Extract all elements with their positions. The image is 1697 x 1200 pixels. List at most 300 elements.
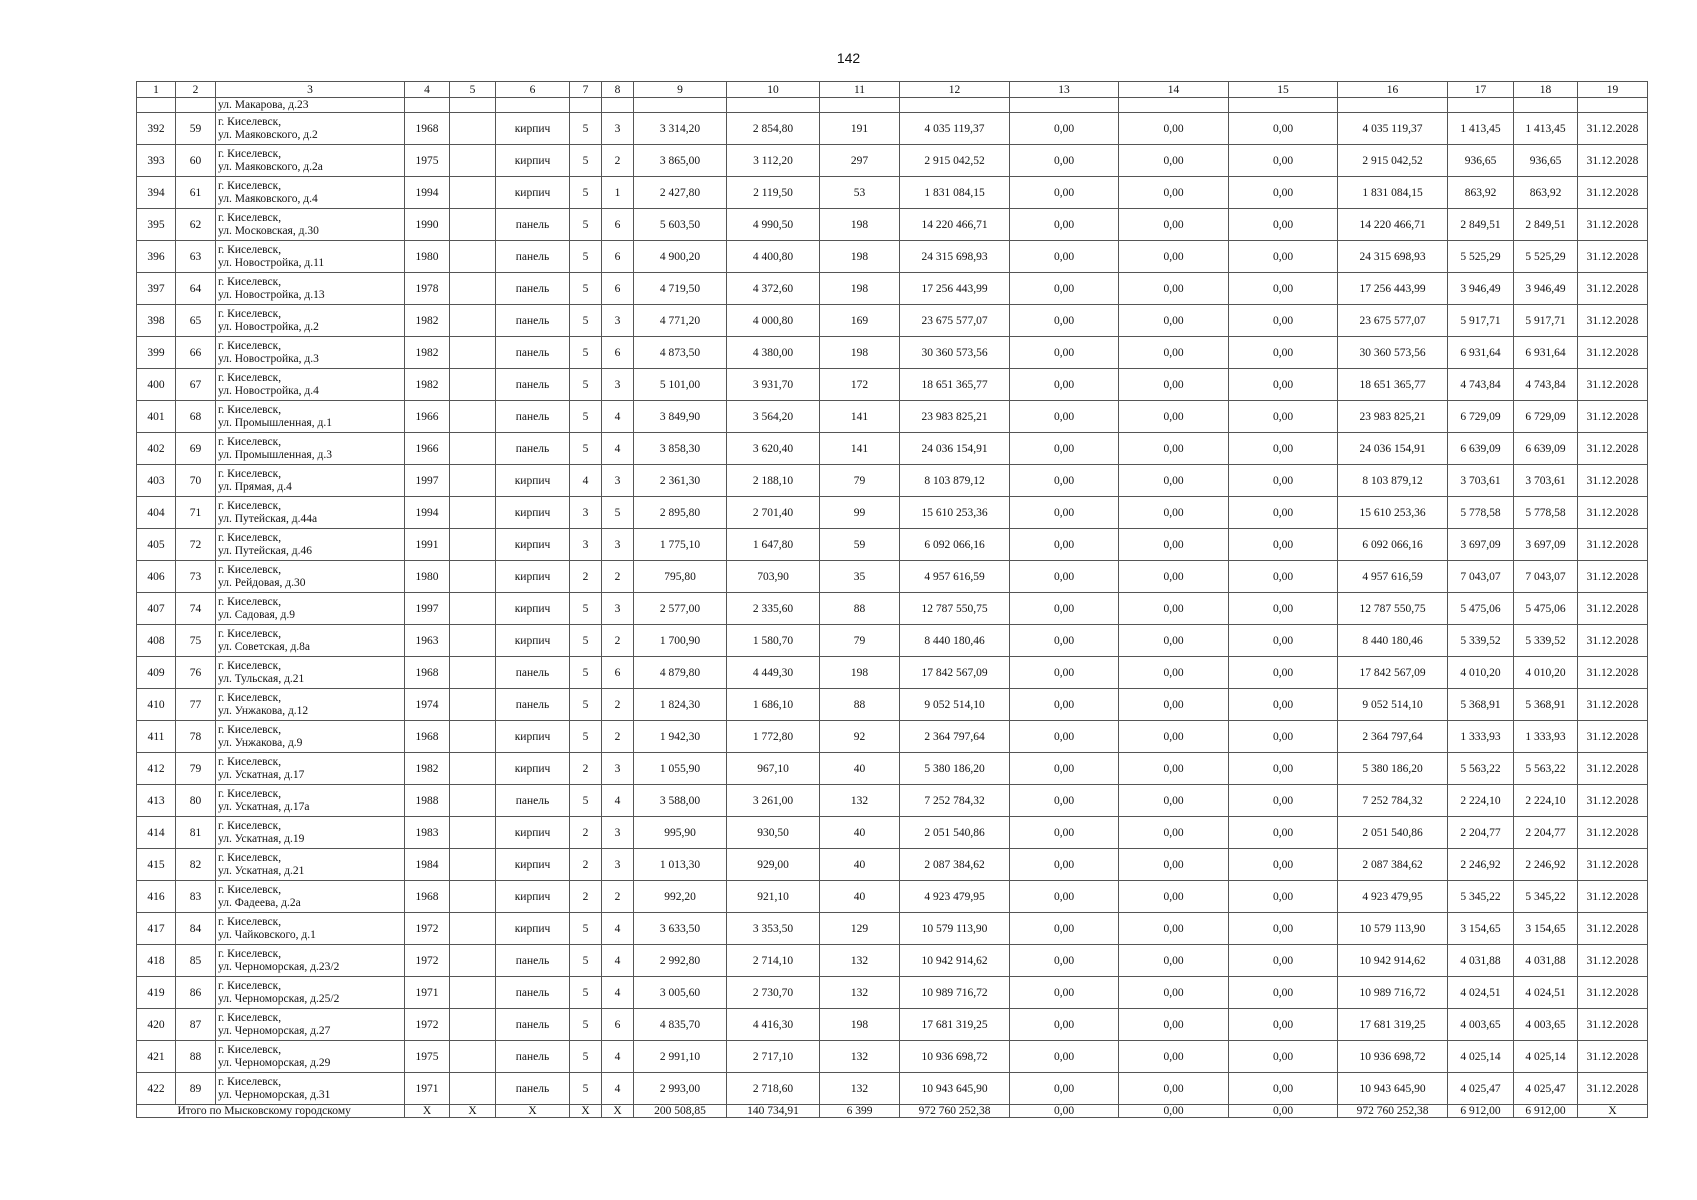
cell-col-18: 5 339,52 xyxy=(1514,625,1578,657)
cell-col-10: 3 931,70 xyxy=(727,369,820,401)
cell-col-5 xyxy=(450,593,496,625)
cell-col-4: 1988 xyxy=(405,785,450,817)
table-row xyxy=(137,337,1648,369)
cell-col-16: 14 220 466,71 xyxy=(1338,209,1448,241)
cell-col-11: 198 xyxy=(820,337,900,369)
cell-col-18: 4 025,47 xyxy=(1514,1073,1578,1105)
cell-col-11: 53 xyxy=(820,177,900,209)
cell-col-4: 1974 xyxy=(405,689,450,721)
address-city: г. Киселевск, xyxy=(218,691,282,704)
address-cell xyxy=(216,529,405,561)
row-number: 418 xyxy=(137,945,176,977)
cell-col-13: 0,00 xyxy=(1010,625,1119,657)
total-cell: X xyxy=(570,1105,602,1118)
address-city: г. Киселевск, xyxy=(218,979,282,992)
row-subnumber: 66 xyxy=(176,337,216,369)
cell-col-5 xyxy=(450,1073,496,1105)
cell-col-5 xyxy=(450,401,496,433)
cell-col-6: панель xyxy=(496,1009,570,1041)
cell-col-4: 1971 xyxy=(405,977,450,1009)
cell-col-7: 2 xyxy=(570,753,602,785)
cell-col-18: 3 703,61 xyxy=(1514,465,1578,497)
cell-col-14: 0,00 xyxy=(1119,849,1229,881)
cell-col-14: 0,00 xyxy=(1119,529,1229,561)
cell-col-12: 24 315 698,93 xyxy=(900,241,1010,273)
address-street: ул. Ускатная, д.17а xyxy=(218,800,310,813)
cell-col-7: 5 xyxy=(570,593,602,625)
cell-col-14: 0,00 xyxy=(1119,1073,1229,1105)
address-city: г. Киселевск, xyxy=(218,659,282,672)
cell-col-7: 5 xyxy=(570,433,602,465)
cell-col-6: кирпич xyxy=(496,913,570,945)
cell-col-6: панель xyxy=(496,241,570,273)
cell-col-4: 1971 xyxy=(405,1073,450,1105)
cell-col-17: 4 743,84 xyxy=(1448,369,1514,401)
cell-col-9: 795,80 xyxy=(634,561,727,593)
cell-col-8: 6 xyxy=(602,657,634,689)
cell-col-4: 1994 xyxy=(405,177,450,209)
cell-col-9: 1 013,30 xyxy=(634,849,727,881)
cell-col-17: 4 003,65 xyxy=(1448,1009,1514,1041)
cell-col-8: 6 xyxy=(602,241,634,273)
cell-col-13: 0,00 xyxy=(1010,721,1119,753)
table-row xyxy=(137,1041,1648,1073)
cell-col-18: 4 743,84 xyxy=(1514,369,1578,401)
row-subnumber: 74 xyxy=(176,593,216,625)
cell-col-19: 31.12.2028 xyxy=(1578,113,1648,145)
cell-col-16: 8 440 180,46 xyxy=(1338,625,1448,657)
address-cell xyxy=(216,561,405,593)
row-subnumber: 79 xyxy=(176,753,216,785)
cell-col-6: кирпич xyxy=(496,625,570,657)
cell-col-19: 31.12.2028 xyxy=(1578,529,1648,561)
cell-col-8: 4 xyxy=(602,401,634,433)
cell-col-17: 3 154,65 xyxy=(1448,913,1514,945)
table-row xyxy=(137,401,1648,433)
cell-col-18: 4 024,51 xyxy=(1514,977,1578,1009)
address-city: г. Киселевск, xyxy=(218,531,282,544)
cell-col-6: кирпич xyxy=(496,561,570,593)
total-cell: 140 734,91 xyxy=(727,1105,820,1118)
cell-col-17: 1 333,93 xyxy=(1448,721,1514,753)
cell-col-13: 0,00 xyxy=(1010,561,1119,593)
cell-col-12: 1 831 084,15 xyxy=(900,177,1010,209)
cell-col-8: 2 xyxy=(602,721,634,753)
cell-col-8: 5 xyxy=(602,497,634,529)
cell-col-7: 5 xyxy=(570,113,602,145)
column-header: 2 xyxy=(176,82,216,98)
cell-col-7: 5 xyxy=(570,945,602,977)
cell-col-9: 5 101,00 xyxy=(634,369,727,401)
cell-col-7: 5 xyxy=(570,977,602,1009)
cell-col-6: панель xyxy=(496,209,570,241)
address-cell xyxy=(216,1009,405,1041)
table-row xyxy=(137,785,1648,817)
cell-col-11: 88 xyxy=(820,689,900,721)
cell-col-8: 4 xyxy=(602,1073,634,1105)
cell-col-5 xyxy=(450,465,496,497)
address-city: г. Киселевск, xyxy=(218,179,282,192)
cell-col-9: 4 900,20 xyxy=(634,241,727,273)
cell-col-16: 17 842 567,09 xyxy=(1338,657,1448,689)
cell-col-9: 1 824,30 xyxy=(634,689,727,721)
cell-col-14: 0,00 xyxy=(1119,497,1229,529)
row-subnumber: 63 xyxy=(176,241,216,273)
cell-col-15: 0,00 xyxy=(1229,625,1338,657)
cell-col-8: 3 xyxy=(602,113,634,145)
cell-col-11: 198 xyxy=(820,241,900,273)
cell-col-5 xyxy=(450,753,496,785)
cell-col-10: 929,00 xyxy=(727,849,820,881)
cell-col-19: 31.12.2028 xyxy=(1578,657,1648,689)
cell-col-9: 3 858,30 xyxy=(634,433,727,465)
cell-col-6: панель xyxy=(496,977,570,1009)
cell-col-12: 17 681 319,25 xyxy=(900,1009,1010,1041)
cell-col-14: 0,00 xyxy=(1119,753,1229,785)
cell-col-11: 132 xyxy=(820,945,900,977)
cell-col-18: 1 413,45 xyxy=(1514,113,1578,145)
cell-col-5 xyxy=(450,209,496,241)
header-row xyxy=(137,82,1648,98)
cell-col-14: 0,00 xyxy=(1119,1041,1229,1073)
row-number: 407 xyxy=(137,593,176,625)
cell-col-13: 0,00 xyxy=(1010,881,1119,913)
cell-col-18: 6 931,64 xyxy=(1514,337,1578,369)
cell-col-13: 0,00 xyxy=(1010,657,1119,689)
cell-col-9: 992,20 xyxy=(634,881,727,913)
cell-col-16: 2 087 384,62 xyxy=(1338,849,1448,881)
cell-col-8: 2 xyxy=(602,561,634,593)
cell-col-17: 2 224,10 xyxy=(1448,785,1514,817)
cell-col-10: 1 580,70 xyxy=(727,625,820,657)
cell-col-12: 10 942 914,62 xyxy=(900,945,1010,977)
cell-col-18: 863,92 xyxy=(1514,177,1578,209)
cell-col-10: 4 372,60 xyxy=(727,273,820,305)
cell-col-18: 5 475,06 xyxy=(1514,593,1578,625)
address-city: г. Киселевск, xyxy=(218,371,282,384)
cell-col-19: 31.12.2028 xyxy=(1578,369,1648,401)
cell-col-18: 2 224,10 xyxy=(1514,785,1578,817)
cell-col-8: 4 xyxy=(602,1041,634,1073)
cell-col-16: 30 360 573,56 xyxy=(1338,337,1448,369)
cell-col-4: 1968 xyxy=(405,721,450,753)
row-number: 417 xyxy=(137,913,176,945)
cell-col-16: 24 036 154,91 xyxy=(1338,433,1448,465)
row-subnumber: 78 xyxy=(176,721,216,753)
cell-col-7: 5 xyxy=(570,1073,602,1105)
row-number: 394 xyxy=(137,177,176,209)
cell-col-19: 31.12.2028 xyxy=(1578,1073,1648,1105)
cell-col-12: 12 787 550,75 xyxy=(900,593,1010,625)
cell-col-8: 4 xyxy=(602,945,634,977)
cell-col-13: 0,00 xyxy=(1010,1041,1119,1073)
cell-col-16: 10 942 914,62 xyxy=(1338,945,1448,977)
cell-col-15: 0,00 xyxy=(1229,657,1338,689)
address-cell xyxy=(216,1073,405,1105)
cell-col-5 xyxy=(450,113,496,145)
cell-col-8: 6 xyxy=(602,209,634,241)
cell-col-5 xyxy=(450,977,496,1009)
cell-col-18: 4 003,65 xyxy=(1514,1009,1578,1041)
cell-col-12: 2 915 042,52 xyxy=(900,145,1010,177)
cell-col-13: 0,00 xyxy=(1010,497,1119,529)
cell-col-8: 4 xyxy=(602,433,634,465)
cell-col-17: 3 703,61 xyxy=(1448,465,1514,497)
cell-col-11: 35 xyxy=(820,561,900,593)
cell-col-5 xyxy=(450,433,496,465)
cell-col-11: 172 xyxy=(820,369,900,401)
row-subnumber: 60 xyxy=(176,145,216,177)
cell-col-10: 3 564,20 xyxy=(727,401,820,433)
cell-col-10: 921,10 xyxy=(727,881,820,913)
address-cell xyxy=(216,849,405,881)
table-row xyxy=(137,1009,1648,1041)
cell-col-19: 31.12.2028 xyxy=(1578,497,1648,529)
cell-col-6: кирпич xyxy=(496,113,570,145)
cell-col-10: 2 701,40 xyxy=(727,497,820,529)
cell-col-19: 31.12.2028 xyxy=(1578,561,1648,593)
cell-col-8: 3 xyxy=(602,849,634,881)
cell-col-9: 1 775,10 xyxy=(634,529,727,561)
cell-col-13: 0,00 xyxy=(1010,977,1119,1009)
cell-col-6: панель xyxy=(496,1041,570,1073)
cell-col-12: 14 220 466,71 xyxy=(900,209,1010,241)
address-street: ул. Чайковского, д.1 xyxy=(218,928,316,941)
cell-col-4: 1997 xyxy=(405,593,450,625)
cell-col-8: 3 xyxy=(602,369,634,401)
table-row xyxy=(137,177,1648,209)
cell-col-18: 2 849,51 xyxy=(1514,209,1578,241)
address-cell xyxy=(216,625,405,657)
cell-col-9: 2 991,10 xyxy=(634,1041,727,1073)
cell-col-6: кирпич xyxy=(496,529,570,561)
cell-col-5 xyxy=(450,561,496,593)
cell-col-14: 0,00 xyxy=(1119,305,1229,337)
cell-col-10: 2 730,70 xyxy=(727,977,820,1009)
cell-col-18: 4 025,14 xyxy=(1514,1041,1578,1073)
cell-col-19: 31.12.2028 xyxy=(1578,881,1648,913)
cell-col-13: 0,00 xyxy=(1010,913,1119,945)
total-cell: X xyxy=(1578,1105,1648,1118)
cell-col-11: 88 xyxy=(820,593,900,625)
cell-col-4: 1984 xyxy=(405,849,450,881)
cell-col-12: 2 364 797,64 xyxy=(900,721,1010,753)
cell-col-18: 3 154,65 xyxy=(1514,913,1578,945)
address-cell xyxy=(216,433,405,465)
address-street: ул. Путейская, д.46 xyxy=(218,544,312,557)
column-header: 6 xyxy=(496,82,570,98)
address-city: г. Киселевск, xyxy=(218,211,282,224)
cell-col-17: 5 563,22 xyxy=(1448,753,1514,785)
table-row xyxy=(137,657,1648,689)
cell-col-17: 936,65 xyxy=(1448,145,1514,177)
cell-col-13: 0,00 xyxy=(1010,401,1119,433)
total-cell: 6 912,00 xyxy=(1514,1105,1578,1118)
address-street: ул. Новостройка, д.13 xyxy=(218,288,325,301)
cell-col-5 xyxy=(450,241,496,273)
cell-col-10: 4 000,80 xyxy=(727,305,820,337)
cell-col-13: 0,00 xyxy=(1010,241,1119,273)
cell-col-17: 2 849,51 xyxy=(1448,209,1514,241)
cell-col-13: 0,00 xyxy=(1010,145,1119,177)
cell-col-19: 31.12.2028 xyxy=(1578,785,1648,817)
cell-col-16: 10 989 716,72 xyxy=(1338,977,1448,1009)
address-city: г. Киселевск, xyxy=(218,723,282,736)
cell-col-17: 3 697,09 xyxy=(1448,529,1514,561)
cell-col-15: 0,00 xyxy=(1229,913,1338,945)
row-subnumber: 71 xyxy=(176,497,216,529)
address-city: г. Киселевск, xyxy=(218,467,282,480)
cell-col-18: 5 563,22 xyxy=(1514,753,1578,785)
cell-col-4: 1982 xyxy=(405,753,450,785)
cell-col-9: 1 942,30 xyxy=(634,721,727,753)
cell-col-9: 4 873,50 xyxy=(634,337,727,369)
cell-col-16: 10 579 113,90 xyxy=(1338,913,1448,945)
cell-col-16: 7 252 784,32 xyxy=(1338,785,1448,817)
cell-col-14: 0,00 xyxy=(1119,881,1229,913)
cell-col-6: кирпич xyxy=(496,881,570,913)
cell-col-19: 31.12.2028 xyxy=(1578,209,1648,241)
address-city: г. Киселевск, xyxy=(218,787,282,800)
cell-col-10: 3 112,20 xyxy=(727,145,820,177)
column-header: 3 xyxy=(216,82,405,98)
row-number: 420 xyxy=(137,1009,176,1041)
table-row xyxy=(137,305,1648,337)
cell-col-14: 0,00 xyxy=(1119,913,1229,945)
total-cell: 972 760 252,38 xyxy=(900,1105,1010,1118)
cell-col-6: панель xyxy=(496,945,570,977)
cell-col-5 xyxy=(450,881,496,913)
address-street: ул. Путейская, д.44а xyxy=(218,512,318,525)
cell-col-11: 198 xyxy=(820,209,900,241)
cell-col-4: 1966 xyxy=(405,433,450,465)
address-cell xyxy=(216,785,405,817)
cell-col-4: 1982 xyxy=(405,305,450,337)
row-number: 395 xyxy=(137,209,176,241)
cell-col-14: 0,00 xyxy=(1119,561,1229,593)
cell-col-9: 2 577,00 xyxy=(634,593,727,625)
cell-col-15: 0,00 xyxy=(1229,945,1338,977)
row-number: 408 xyxy=(137,625,176,657)
total-cell: X xyxy=(496,1105,570,1118)
cell-col-13: 0,00 xyxy=(1010,945,1119,977)
cell-col-16: 10 936 698,72 xyxy=(1338,1041,1448,1073)
cell-col-19: 31.12.2028 xyxy=(1578,177,1648,209)
total-label: Итого по Мысковскому городскому xyxy=(176,1105,405,1118)
cell-col-11: 198 xyxy=(820,657,900,689)
cell-col-15: 0,00 xyxy=(1229,241,1338,273)
address-cell xyxy=(216,497,405,529)
cell-col-5 xyxy=(450,785,496,817)
cell-col-6: панель xyxy=(496,337,570,369)
cell-col-10: 4 416,30 xyxy=(727,1009,820,1041)
cell-col-17: 6 639,09 xyxy=(1448,433,1514,465)
cell-col-15: 0,00 xyxy=(1229,785,1338,817)
cell-col-11: 40 xyxy=(820,881,900,913)
cell-col-11: 132 xyxy=(820,977,900,1009)
cell-col-11: 40 xyxy=(820,817,900,849)
cell-col-14: 0,00 xyxy=(1119,145,1229,177)
cell-col-5 xyxy=(450,913,496,945)
cell-col-5 xyxy=(450,497,496,529)
cell-col-16: 4 035 119,37 xyxy=(1338,113,1448,145)
column-header: 8 xyxy=(602,82,634,98)
cell-col-9: 3 314,20 xyxy=(634,113,727,145)
cell-col-9: 3 865,00 xyxy=(634,145,727,177)
cell-col-7: 3 xyxy=(570,529,602,561)
cell-col-13: 0,00 xyxy=(1010,529,1119,561)
cell-col-18: 5 368,91 xyxy=(1514,689,1578,721)
table-row xyxy=(137,881,1648,913)
cell-col-11: 297 xyxy=(820,145,900,177)
row-subnumber: 70 xyxy=(176,465,216,497)
cell-col-13: 0,00 xyxy=(1010,305,1119,337)
cell-col-12: 2 087 384,62 xyxy=(900,849,1010,881)
cell-col-13: 0,00 xyxy=(1010,209,1119,241)
total-row xyxy=(137,1105,1648,1118)
cell-col-11: 40 xyxy=(820,753,900,785)
table-row xyxy=(137,113,1648,145)
cell-col-6: панель xyxy=(496,433,570,465)
cell-col-7: 5 xyxy=(570,305,602,337)
cell-col-8: 6 xyxy=(602,337,634,369)
cell-col-8: 4 xyxy=(602,785,634,817)
row-subnumber: 81 xyxy=(176,817,216,849)
cell-col-12: 8 440 180,46 xyxy=(900,625,1010,657)
address-street: ул. Новостройка, д.4 xyxy=(218,384,319,397)
cell-col-10: 2 717,10 xyxy=(727,1041,820,1073)
table-row xyxy=(137,849,1648,881)
cell-col-9: 3 633,50 xyxy=(634,913,727,945)
cell-col-18: 4 010,20 xyxy=(1514,657,1578,689)
address-city: г. Киселевск, xyxy=(218,947,282,960)
cell-col-6: кирпич xyxy=(496,817,570,849)
cell-col-4: 1982 xyxy=(405,369,450,401)
cell-col-14: 0,00 xyxy=(1119,113,1229,145)
cell-col-5 xyxy=(450,305,496,337)
row-number: 403 xyxy=(137,465,176,497)
cell-col-16: 5 380 186,20 xyxy=(1338,753,1448,785)
cell-col-18: 6 729,09 xyxy=(1514,401,1578,433)
total-cell: 972 760 252,38 xyxy=(1338,1105,1448,1118)
address-cell xyxy=(216,113,405,145)
cell-col-7: 3 xyxy=(570,497,602,529)
cell-col-16: 2 051 540,86 xyxy=(1338,817,1448,849)
table-row xyxy=(137,625,1648,657)
cell-col-17: 4 025,14 xyxy=(1448,1041,1514,1073)
cell-col-12: 23 983 825,21 xyxy=(900,401,1010,433)
cell-col-7: 2 xyxy=(570,849,602,881)
cell-col-16: 17 256 443,99 xyxy=(1338,273,1448,305)
cell-col-12: 4 957 616,59 xyxy=(900,561,1010,593)
cell-col-12: 18 651 365,77 xyxy=(900,369,1010,401)
cell-col-13: 0,00 xyxy=(1010,433,1119,465)
continuation-address: ул. Макарова, д.23 xyxy=(216,98,405,113)
row-subnumber: 77 xyxy=(176,689,216,721)
cell-col-4: 1994 xyxy=(405,497,450,529)
cell-col-10: 3 353,50 xyxy=(727,913,820,945)
total-cell: X xyxy=(450,1105,496,1118)
cell-col-8: 2 xyxy=(602,145,634,177)
cell-col-14: 0,00 xyxy=(1119,945,1229,977)
cell-col-17: 2 204,77 xyxy=(1448,817,1514,849)
cell-col-16: 4 957 616,59 xyxy=(1338,561,1448,593)
cell-col-19: 31.12.2028 xyxy=(1578,465,1648,497)
column-header: 12 xyxy=(900,82,1010,98)
column-header: 4 xyxy=(405,82,450,98)
total-cell: 0,00 xyxy=(1010,1105,1119,1118)
cell-col-19: 31.12.2028 xyxy=(1578,593,1648,625)
